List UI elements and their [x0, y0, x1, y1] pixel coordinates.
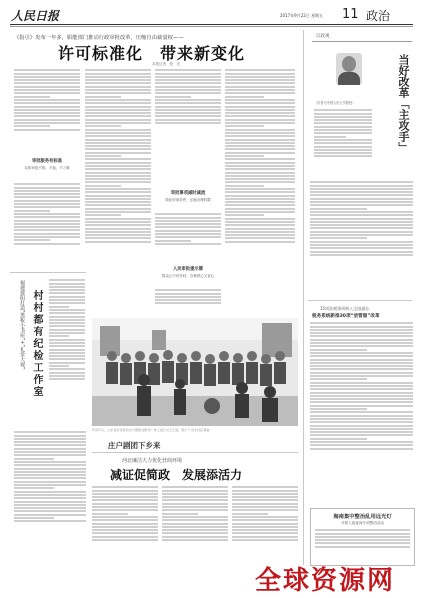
feature-bottom-kicker: 河北廉洁大力优化营商环境 — [122, 458, 183, 464]
mid-subhead-box-1 — [155, 190, 221, 208]
lead-story-col-3b — [155, 212, 221, 262]
mid-subhead-1-title: 审批事项减时减流 — [170, 191, 206, 196]
headline-kicker: 《指引》发布一年多，职能部门推动行政审批改革，压缩自由裁量权—— — [14, 35, 184, 41]
lead-story-col-2 — [85, 68, 151, 313]
lead-story-col-3 — [155, 68, 221, 148]
news-photo — [92, 318, 298, 426]
author-portrait — [336, 53, 362, 85]
section-name: 政治 — [366, 9, 391, 23]
left-subhead-title: 审批服务有标准 — [31, 159, 63, 164]
side-feature-body-1 — [49, 278, 85, 423]
headline-title: 许可标准化 带来新变化 — [58, 44, 246, 63]
mid-subhead-1-sub: 简化申请条件，压缩办理时限 — [165, 198, 211, 202]
masthead-rule — [10, 24, 413, 25]
mid-subhead-2-title: 人民审批提示牌 — [172, 267, 204, 272]
commentary-title: 当好改革「主攻手」 — [397, 54, 410, 153]
column-separator — [303, 30, 304, 565]
feature-bottom-col-2 — [162, 485, 228, 565]
right-news-1-kicker: 15项涉税事项纳入全国通办 — [320, 306, 370, 311]
right-news-2-subtitle: 开展入夜夜间专项整治活动 — [340, 521, 385, 525]
lead-story-col-4 — [225, 68, 295, 313]
side-feature-kicker: 福建建阳打造“黑板小书屋”+“礼堂大观” — [19, 280, 25, 370]
photo-caption: 9月21日，山东省沂南县的庄户剧团在群众广场上进行文艺汇演，吸引了众多村民观看。 — [92, 428, 213, 432]
commentary-caption: （作者为中国人民大学教授） — [314, 101, 356, 105]
left-subhead-box — [14, 158, 80, 178]
commentary-bottom-rule — [308, 300, 412, 301]
right-news-2-title: 海南集中整治乱用远光灯 — [333, 514, 392, 520]
commentary-tag: 议政观 — [316, 34, 330, 39]
right-news-1-title: 税务系统新推30项“放管服”改革 — [312, 314, 380, 319]
mid-subhead-box-2 — [155, 266, 221, 284]
side-feature-title: 村村都有纪检工作室 — [31, 290, 42, 398]
photo-title: 庄户剧团下乡来 — [108, 441, 161, 450]
date-line: 2017年9月22日 星期五 — [280, 13, 324, 18]
feature-bottom-title: 减证促简政 发展添活力 — [110, 468, 243, 482]
byline: 本报记者 倪 光 — [152, 62, 180, 66]
newspaper-logo: 人民日报 — [11, 9, 60, 23]
lead-story-col-1b — [14, 182, 80, 270]
feature-bottom-col-3 — [232, 485, 298, 565]
right-news-1-body — [310, 321, 413, 503]
side-feature-top-rule — [10, 272, 86, 273]
mid-subhead-2-sub: 群众心中有杆秤，办事舒心又省心 — [161, 274, 215, 278]
watermark: 全球资源网 — [255, 566, 396, 596]
masthead-rule-thin — [10, 26, 413, 27]
side-feature-body-2 — [14, 430, 86, 560]
feature-bottom-rule — [92, 452, 298, 453]
right-news-2-box — [310, 508, 415, 566]
commentary-body-1 — [314, 108, 372, 178]
commentary-body-2 — [310, 180, 413, 290]
lead-story-col-1 — [14, 68, 80, 158]
feature-bottom-col-1 — [92, 485, 158, 565]
lead-story-col-3c — [155, 288, 221, 313]
crowd-scene-image — [92, 318, 298, 426]
commentary-rule — [312, 41, 412, 42]
page-number: 11 — [342, 7, 359, 22]
right-news-2-body — [315, 528, 410, 558]
left-subhead-sub: 实体审批不推、不拖、不刁难 — [24, 166, 70, 170]
